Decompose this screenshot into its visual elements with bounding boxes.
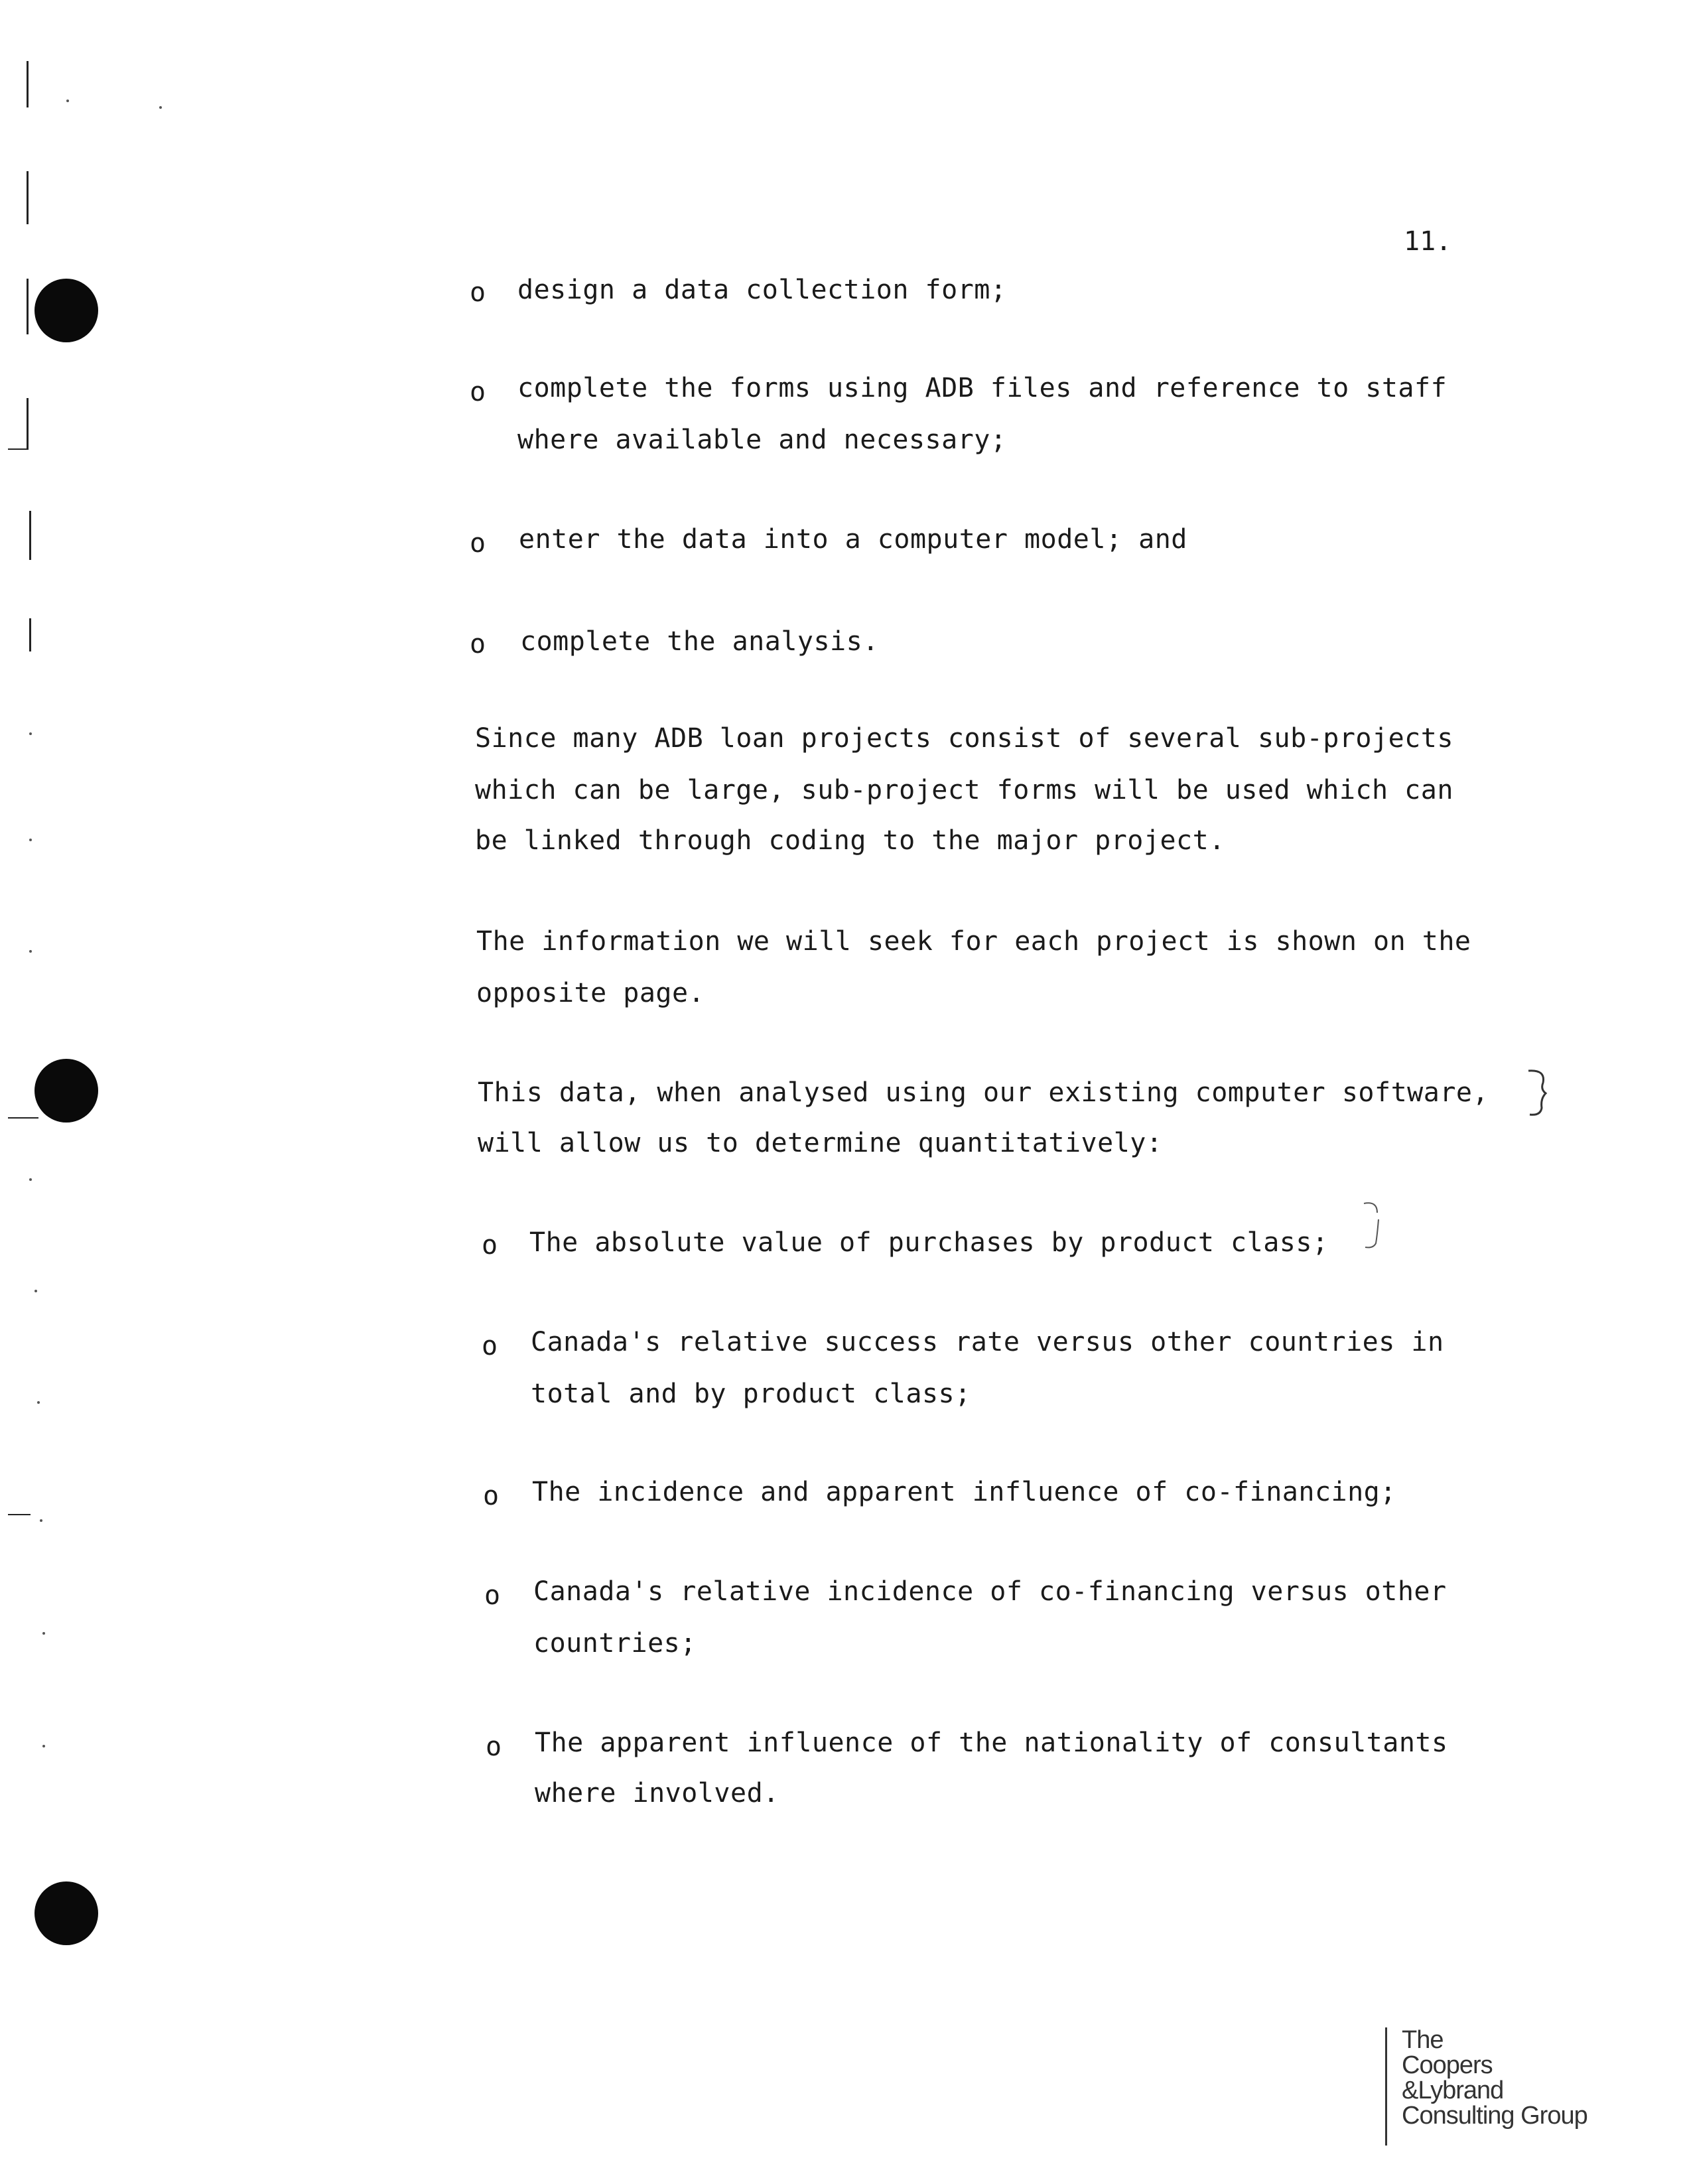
scan-speck xyxy=(29,732,32,735)
list-item-line: where available and necessary; xyxy=(517,425,1007,455)
margin-mark xyxy=(8,1514,31,1515)
list-item-line: The absolute value of purchases by product class; xyxy=(529,1227,1329,1258)
scan-speck xyxy=(29,839,32,841)
punch-hole-middle xyxy=(34,1059,98,1123)
scan-speck xyxy=(37,1401,40,1404)
list-item-line: The apparent influence of the nationality of consultants xyxy=(535,1728,1448,1758)
margin-mark xyxy=(8,1117,38,1119)
bullet-marker: o xyxy=(486,1732,502,1762)
punch-hole-top xyxy=(34,279,98,342)
list-item-line: complete the forms using ADB files and reference to staff xyxy=(517,373,1448,403)
bullet-marker: o xyxy=(483,1481,500,1511)
paragraph-line: will allow us to determine quantitatively: xyxy=(478,1128,1163,1158)
logo-line: Consulting Group xyxy=(1402,2102,1587,2130)
margin-mark xyxy=(27,279,29,334)
margin-mark xyxy=(27,398,29,450)
bullet-marker: o xyxy=(470,528,486,559)
list-item-line: The incidence and apparent influence of co-financing; xyxy=(532,1477,1396,1507)
punch-hole-bottom xyxy=(34,1881,98,1945)
paragraph-line: The information we will seek for each project is shown on the xyxy=(476,926,1471,957)
paragraph-line: This data, when analysed using our existing computer software, xyxy=(478,1077,1489,1108)
bullet-marker: o xyxy=(484,1580,501,1611)
list-item-line: design a data collection form; xyxy=(517,275,1007,305)
paragraph-line: opposite page. xyxy=(476,978,705,1008)
margin-mark xyxy=(27,61,29,107)
handwritten-bracket-mark xyxy=(1361,1199,1385,1253)
bullet-marker: o xyxy=(470,377,486,407)
margin-mark xyxy=(29,511,31,560)
scan-speck xyxy=(34,1290,37,1292)
scan-speck xyxy=(66,100,69,102)
list-item-line: enter the data into a computer model; and xyxy=(519,524,1187,555)
handwritten-bracket-mark xyxy=(1526,1067,1552,1120)
paragraph-line: which can be large, sub-project forms will be used which can xyxy=(475,775,1453,805)
scan-speck xyxy=(159,106,162,109)
list-item-line: countries; xyxy=(533,1628,697,1659)
margin-mark xyxy=(27,171,29,224)
logo-line: Coopers xyxy=(1402,2051,1493,2079)
bullet-marker: o xyxy=(482,1230,498,1261)
bullet-marker: o xyxy=(470,277,486,308)
page-number: 11. xyxy=(1404,226,1452,257)
bullet-marker: o xyxy=(482,1331,498,1361)
margin-mark xyxy=(8,448,28,450)
logo-line: The xyxy=(1402,2027,1444,2054)
bullet-marker: o xyxy=(470,629,486,659)
list-item-line: total and by product class; xyxy=(531,1379,971,1409)
list-item-line: where involved. xyxy=(535,1778,779,1809)
list-item-line: Canada's relative incidence of co-financing versus other xyxy=(533,1576,1447,1607)
scan-speck xyxy=(42,1745,45,1747)
scan-speck xyxy=(40,1519,42,1522)
scan-speck xyxy=(42,1632,45,1635)
margin-mark xyxy=(29,618,31,651)
list-item-line: Canada's relative success rate versus other countries in xyxy=(531,1327,1444,1357)
paragraph-line: be linked through coding to the major project. xyxy=(475,825,1225,856)
logo-line: &Lybrand xyxy=(1402,2077,1504,2104)
coopers-lybrand-logo xyxy=(1385,2027,1604,2146)
scan-speck xyxy=(29,1178,32,1181)
list-item-line: complete the analysis. xyxy=(520,626,879,657)
paragraph-line: Since many ADB loan projects consist of several sub-projects xyxy=(475,723,1453,754)
scan-speck xyxy=(29,950,32,953)
